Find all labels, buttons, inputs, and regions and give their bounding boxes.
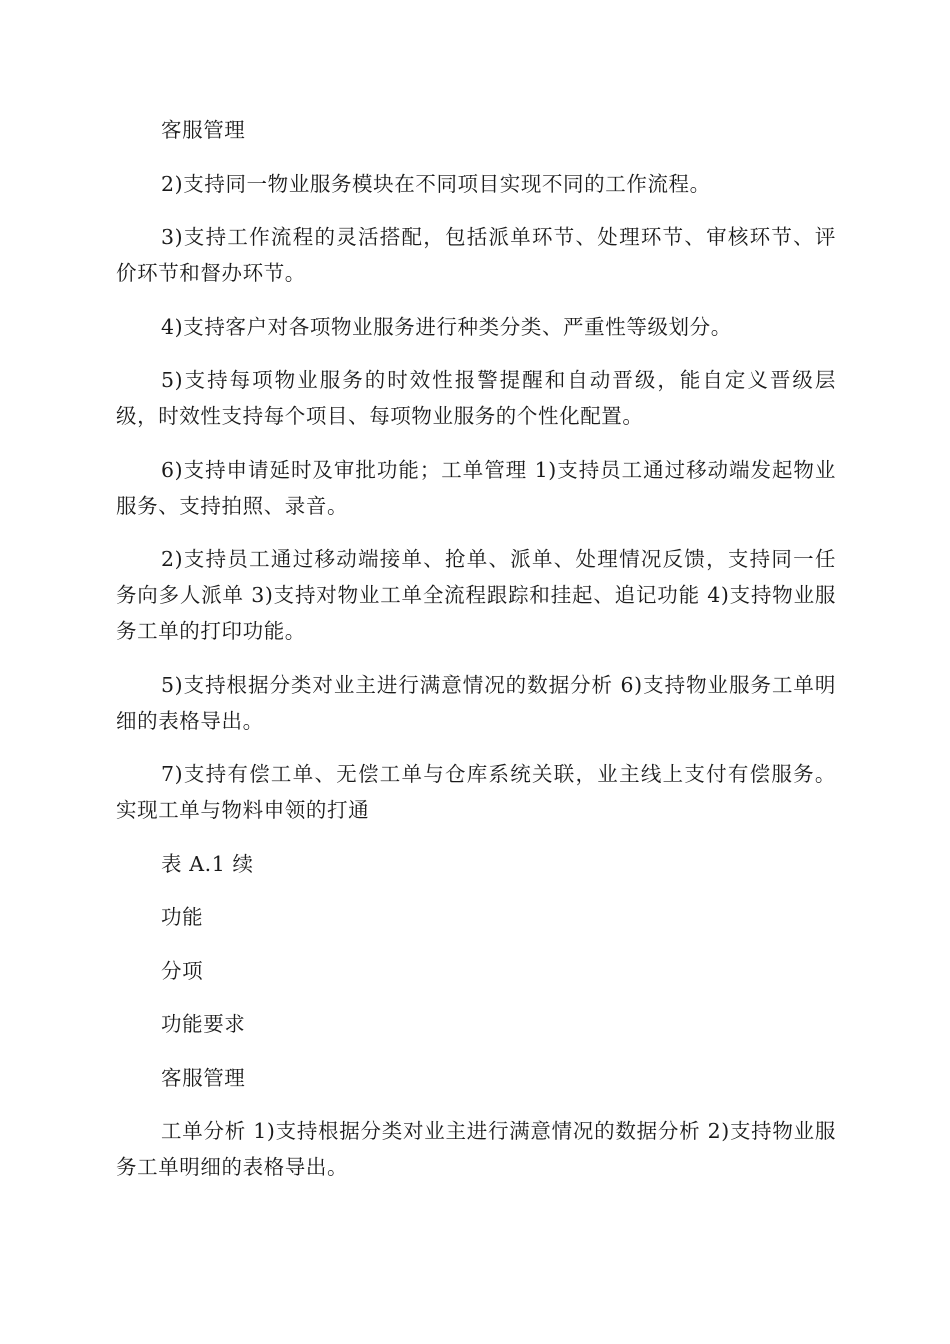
paragraph-2: 2)支持同一物业服务模块在不同项目实现不同的工作流程。 [161,171,711,196]
paragraph-work-order-5: 5)支持根据分类对业主进行满意情况的数据分析 6)支持物业服务工单明细的表格导出。 [116,672,836,733]
paragraph-4: 4)支持客户对各项物业服务进行种类分类、严重性等级划分。 [161,314,732,339]
paragraph-work-order-analysis: 工单分析 1)支持根据分类对业主进行满意情况的数据分析 2)支持物业服务工单明细的表格导出。 [116,1119,836,1179]
document-page [116,112,836,1203]
paragraph-3: 3)支持工作流程的灵活搭配，包括派单环节、处理环节、审核环节、评价环节和督办环节。 [116,225,836,285]
paragraph-5: 5)支持每项物业服务的时效性报警提醒和自动晋级，能自定义晋级层级，时效性支持每个项目、每项物业服务的个性化配置。 [116,368,836,428]
table-caption: 表 A.1 续 [161,851,254,876]
paragraph-work-order-2: 2)支持员工通过移动端接单、抢单、派单、处理情况反馈，支持同一任务向多人派单 3)支持对物业工单全流程跟踪和挂起、追记功能 4)支持物业服务工单的打印功能。 [116,547,836,643]
paragraph-6: 6)支持申请延时及审批功能；工单管理 1)支持员工通过移动端发起物业服务、支持拍照、录音。 [116,457,836,518]
table-header-requirement: 功能要求 [161,1012,246,1036]
paragraph-work-order-7: 7)支持有偿工单、无偿工单与仓库系统关联，业主线上支付有偿服务。实现工单与物料申领的打通 [116,762,836,822]
table-header-subitem: 分项 [161,958,204,983]
table-header-function: 功能 [161,905,204,929]
table-cell-customer-service: 客服管理 [161,1065,246,1090]
heading-customer-service: 客服管理 [161,118,246,142]
